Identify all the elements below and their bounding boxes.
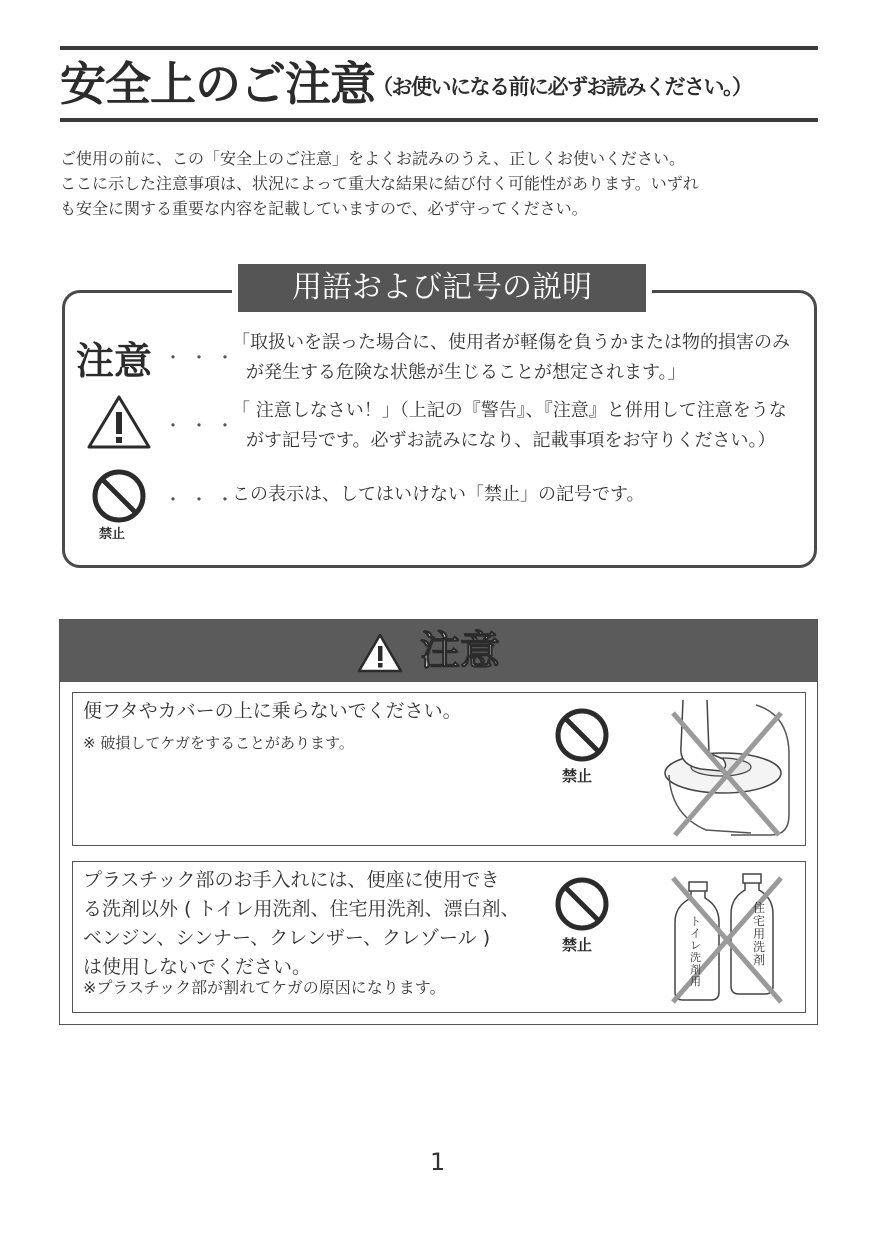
- caution-item-text: 便フタやカバーの上に乗らないでください。: [83, 700, 462, 722]
- caution-item-text: る洗剤以外 ( トイレ用洗剤、住宅用洗剤、漂白剤、: [83, 898, 520, 920]
- caution-item-note: ※プラスチック部が割れてケガの原因になります。: [83, 978, 446, 997]
- leader-dots: ・・・: [164, 416, 242, 437]
- bottle-label-household: 住 宅 用 洗 剤: [753, 901, 766, 967]
- prohibition-icon: [554, 876, 610, 932]
- intro-paragraph: [60, 146, 820, 221]
- triangle-description-line: がす記号です。必ずお読みになり、記載事項をお守りください。）: [246, 430, 776, 451]
- page-title-block: [60, 46, 818, 122]
- prohibition-label: 禁止: [562, 767, 593, 785]
- prohibition-icon: [91, 468, 147, 524]
- caution-item-1: [72, 692, 806, 846]
- foot-on-toilet-lid-illustration: [661, 695, 801, 841]
- leader-dots: ・・・: [164, 490, 242, 511]
- caution-word: 注意: [76, 339, 153, 383]
- triangle-description-line: 「 注意しなさい！」（上記の『警告』、『注意』と併用して注意をうな: [232, 400, 787, 421]
- detergent-bottles-illustration: [669, 870, 787, 1006]
- caution-description-line: 「取扱いを誤った場合に、使用者が軽傷を負うかまたは物的損害のみ: [232, 332, 790, 353]
- prohibition-label: 禁止: [562, 936, 593, 954]
- caution-item-text: プラスチック部のお手入れには、便座に使用でき: [83, 869, 500, 891]
- warning-triangle-icon: [356, 632, 404, 674]
- prohibition-icon: [554, 707, 610, 763]
- intro-line: も安全に関する重要な内容を記載していますので、必ず守ってください。: [60, 199, 588, 218]
- caution-header-label: 注意: [420, 628, 500, 674]
- intro-line: ここに示した注意事項は、状況によって重大な結果に結び付く可能性があります。いずれ: [60, 174, 699, 193]
- caution-description-line: が発生する危険な状態が生じることが想定されます。」: [246, 362, 686, 383]
- caution-item-text: は使用しないでください。: [83, 956, 312, 978]
- page-title: 安全上のご注意: [60, 57, 375, 111]
- caution-item-2: [72, 861, 806, 1013]
- page-number: 1: [430, 1148, 446, 1176]
- leader-dots: ・・・: [164, 348, 242, 369]
- legend-title: 用語および記号の説明: [232, 264, 652, 312]
- bottle-label-toilet: ト イ レ 洗 剤 用: [690, 915, 701, 988]
- caution-header: [60, 620, 817, 682]
- prohibition-description: この表示は、してはいけない「禁止」の記号です。: [232, 484, 645, 505]
- warning-triangle-icon: [86, 394, 152, 450]
- caution-item-text: ベンジン、シンナー、クレンザー、クレゾール ): [83, 927, 491, 949]
- page-subtitle: （お使いになる前に必ずお読みください。）: [372, 75, 752, 99]
- caution-item-note: ※ 破損してケガをすることがあります。: [83, 734, 354, 752]
- intro-line: ご使用の前に、この「安全上のご注意」をよくお読みのうえ、正しくお使いください。: [60, 149, 685, 168]
- caution-panel: [59, 619, 818, 1025]
- prohibition-label: 禁止: [99, 527, 126, 542]
